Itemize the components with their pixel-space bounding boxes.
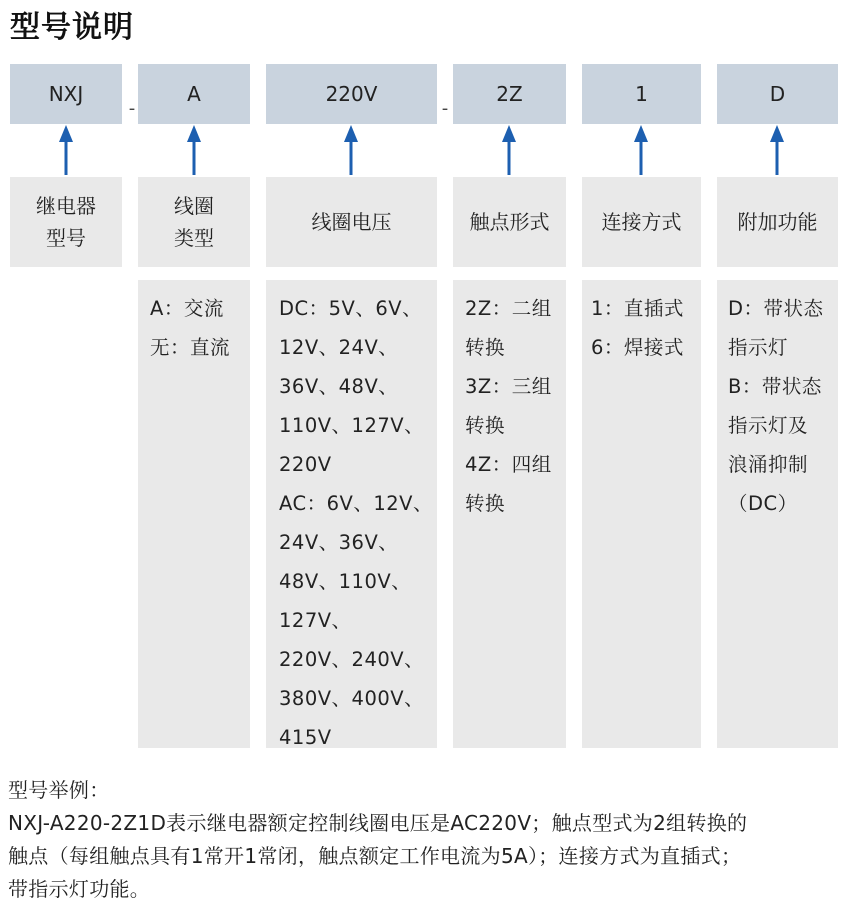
- detail-coil-type: A：交流 无：直流: [138, 280, 250, 748]
- label-connection: 连接方式: [582, 177, 701, 267]
- arrow-up-icon: [631, 125, 651, 177]
- label-contact-form: 触点形式: [453, 177, 566, 267]
- arrow-up-icon: [341, 125, 361, 177]
- arrow-up-icon: [767, 125, 787, 177]
- detail-contact-form: 2Z：二组 转换 3Z：三组 转换 4Z：四组 转换: [453, 280, 566, 748]
- detail-extra-function: D：带状态 指示灯 B：带状态 指示灯及 浪涌抑制 （DC）: [717, 280, 838, 748]
- label-extra-function: 附加功能: [717, 177, 838, 267]
- arrow-up-icon: [499, 125, 519, 177]
- detail-connection: 1：直插式 6：焊接式: [582, 280, 701, 748]
- separator-dash: -: [441, 97, 449, 119]
- example-text: 型号举例： NXJ-A220-2Z1D表示继电器额定控制线圈电压是AC220V；触点型式为2组转换的 触点（每组触点具有1常开1常闭，触点额定工作电流为5A）；连接方式为直插式； 带指示灯功能。: [8, 778, 748, 901]
- label-coil-type: 线圈 类型: [138, 177, 250, 267]
- arrow-up-icon: [184, 125, 204, 177]
- code-box-extra-function: D: [717, 64, 838, 124]
- separator-dash: -: [128, 97, 136, 119]
- code-box-connection: 1: [582, 64, 701, 124]
- page-title: 型号说明: [10, 10, 134, 45]
- label-coil-voltage: 线圈电压: [266, 177, 437, 267]
- code-box-series: NXJ: [10, 64, 122, 124]
- code-box-coil-type: A: [138, 64, 250, 124]
- code-box-contact-form: 2Z: [453, 64, 566, 124]
- label-relay-model: 继电器 型号: [10, 177, 122, 267]
- detail-coil-voltage: DC：5V、6V、 12V、24V、 36V、48V、 110V、127V、 220V AC：6V、12V、 24V、36V、 48V、110V、 127V、 220V、240V、 380V、400V、 415V: [266, 280, 437, 748]
- code-box-coil-voltage: 220V: [266, 64, 437, 124]
- arrow-up-icon: [56, 125, 76, 177]
